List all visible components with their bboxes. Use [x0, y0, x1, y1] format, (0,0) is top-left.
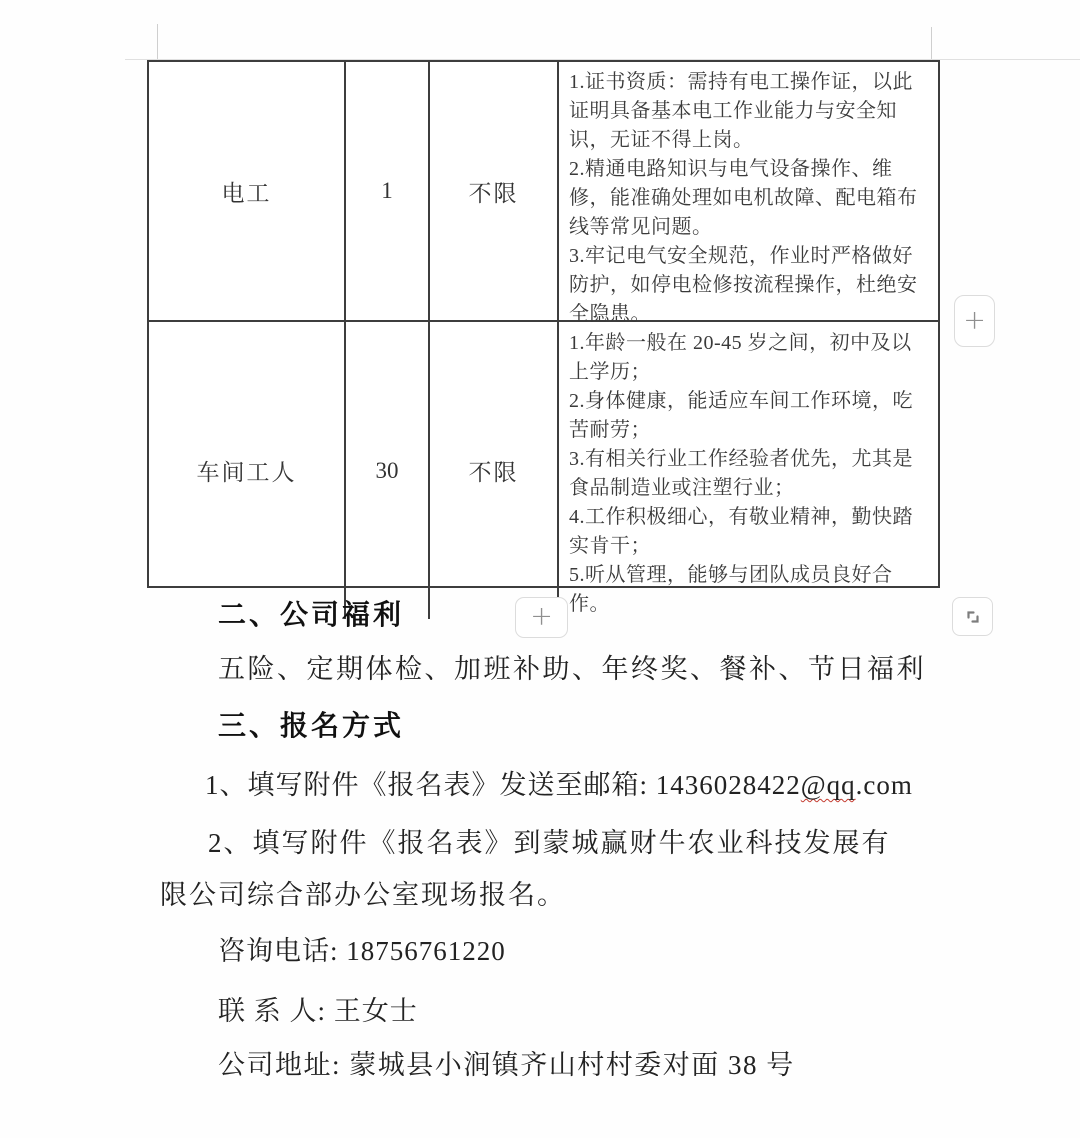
plus-icon: + — [530, 601, 553, 632]
signup-item-onsite-line1: 2、填写附件《报名表》到蒙城赢财牛农业科技发展有 — [208, 828, 891, 858]
signup-item-email — [205, 770, 913, 800]
plus-icon: + — [963, 304, 986, 336]
contact-line: 联 系 人: 王女士 — [218, 996, 418, 1026]
job-count-cell — [346, 322, 430, 619]
job-requirements-cell — [559, 62, 938, 325]
job-position-cell — [149, 322, 346, 619]
job-requirements-cell — [559, 322, 938, 619]
job-position: 车间工人 — [196, 460, 297, 485]
insert-plus-button[interactable] — [954, 295, 995, 347]
expand-icon — [964, 608, 982, 626]
insert-plus-button[interactable] — [515, 597, 568, 638]
job-count: 30 — [375, 457, 399, 483]
job-count: 1 — [381, 178, 393, 203]
requirement-item: 3.牢记电气安全规范，作业时严格做好防护，如停电检修按流程操作，杜绝安全隐患。 — [569, 245, 918, 325]
requirement-item: 1.年龄一般在 20-45 岁之间，初中及以上学历； — [569, 332, 912, 383]
job-position-cell — [149, 62, 346, 322]
requirement-item: 2.精通电路知识与电气设备操作、维修，能准确处理如电机故障、配电箱布线等常见问题。 — [569, 158, 918, 238]
benefits-text: 五险、定期体检、加班补助、年终奖、餐补、节日福利 — [218, 654, 926, 684]
job-gender-cell — [430, 322, 559, 619]
requirement-item: 2.身体健康，能适应车间工作环境，吃苦耐劳； — [569, 390, 913, 441]
requirement-item: 5.听从管理，能够与团队成员良好合作。 — [569, 564, 893, 615]
job-count-cell — [346, 62, 430, 322]
phone-line: 咨询电话: 18756761220 — [218, 936, 506, 966]
job-gender: 不限 — [468, 180, 519, 206]
requirement-item: 1.证书资质：需持有电工操作证，以此证明具备基本电工作业能力与安全知识，无证不得上岗。 — [569, 71, 913, 151]
signup-item-onsite-line2: 限公司综合部办公室现场报名。 — [160, 880, 566, 910]
signup-heading: 三、报名方式 — [218, 710, 405, 741]
job-gender-cell — [430, 62, 559, 322]
address-line: 公司地址: 蒙城县小涧镇齐山村村委对面 38 号 — [218, 1050, 795, 1080]
requirement-item: 3.有相关行业工作经验者优先，尤其是食品制造业或注塑行业； — [569, 448, 913, 499]
requirement-item: 4.工作积极细心，有敬业精神，勤快踏实肯干； — [569, 506, 913, 557]
job-position: 电工 — [221, 180, 272, 206]
expand-button[interactable] — [952, 597, 993, 636]
job-gender: 不限 — [468, 460, 519, 485]
page-right-margin-mark — [931, 27, 932, 59]
page-left-margin-mark — [157, 24, 158, 59]
email-tld: .com — [855, 770, 913, 800]
signup-item-email-text: 1、填写附件《报名表》发送至邮箱: 1436028422 — [205, 770, 801, 800]
email-domain-spellcheck: @qq — [800, 770, 856, 800]
benefits-heading: 二、公司福利 — [218, 599, 405, 630]
